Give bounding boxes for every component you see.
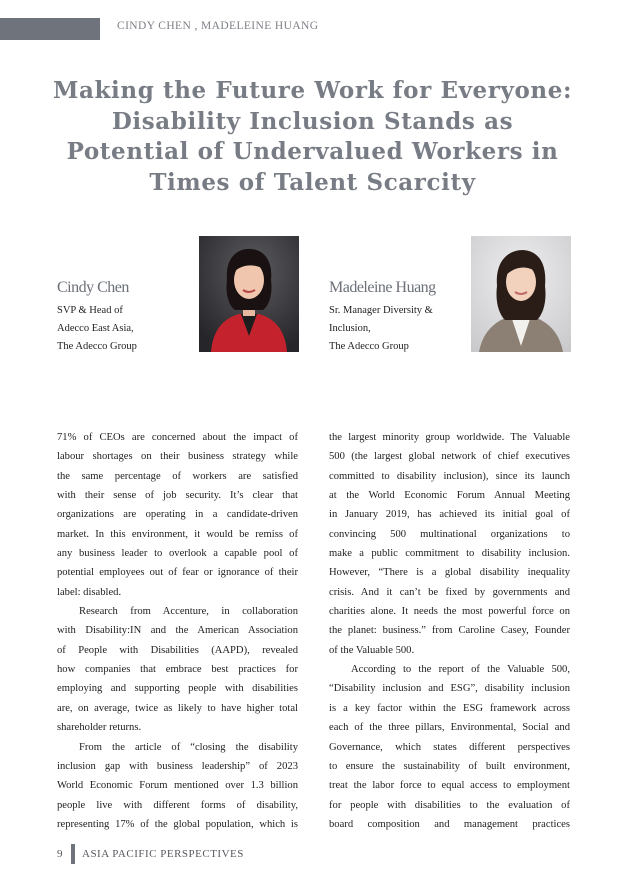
body-line: crisis. And it can’t be fixed by governments and [329,586,570,598]
body-line: at the World Economic Forum Annual Meeting [329,490,570,502]
body-line: the planet: business.” from Caroline Casey, Founder [329,625,570,637]
footer-divider [71,844,75,864]
role-line: Inclusion, [329,323,371,334]
body-line: make a public commitment to disability inclusion. [329,548,570,560]
author-photo-madeleine [471,236,571,352]
author-name-madeleine: Madeleine Huang [329,279,436,296]
body-line: potential employees out of fear or ignorance of their [57,567,298,579]
role-line: Adecco East Asia, [57,323,134,334]
body-line: the same percentage of workers are satisfied [57,470,298,482]
body-line: how companies that embrace best practices for [57,664,298,676]
body-line: treat the labor force to equal access to employment [329,780,570,792]
body-line: are, on average, twice as likely to have higher total [57,702,298,714]
body-line: people live with different forms of disability, [57,799,298,811]
body-line: for people with disabilities to the evaluation of [329,799,570,811]
body-line: employing and supporting people with disabilities [57,683,298,695]
title-line: Disability Inclusion Stands as [111,107,514,135]
body-line: each of the three pillars, Environmental, Social and [329,722,570,734]
page-number: 9 [57,848,63,860]
title-line: Potential of Undervalued Workers in [66,138,559,165]
author-name-cindy: Cindy Chen [57,279,129,296]
body-line: of People with Disabilities (AAPD), revealed [57,644,298,656]
role-line: Sr. Manager Diversity & [329,305,433,316]
body-line: shareholder returns. [57,722,142,734]
body-line: the largest minority group worldwide. The Valuable [329,432,570,443]
body-line: inclusion gap with business leadership” of 2023 [57,760,298,772]
body-line: with their sense of job security. It’s clear that [57,490,298,502]
body-line: board composition and management practices [329,818,570,830]
role-line: SVP & Head of [57,305,123,316]
body-column-left [57,428,298,834]
body-line: World Economic Forum mentioned over 1.3 billion [57,780,298,792]
body-line: label: disabled. [57,586,122,598]
body-line: with Disability:IN and the American Association [57,625,298,637]
body-line: representing 17% of the global population, which is [57,818,298,830]
header-bar [0,18,100,40]
body-line: is a key factor within the ESG framework across [329,702,570,714]
publication-title: ASIA PACIFIC PERSPECTIVES [82,848,244,860]
body-line: 71% of CEOs are concerned about the impact of [57,432,298,443]
body-line: any business leader to overlook a capable pool of [57,548,298,560]
article-title [30,76,595,198]
body-line: According to the report of the Valuable 500, [351,664,570,676]
body-line: charities alone. It needs the most powerful force on [329,606,570,618]
body-line: Research from Accenture, in collaboration [79,606,298,618]
body-line: market. In this environment, it would be remiss of [57,528,298,540]
body-line: in January 2019, has achieved its initial goal of [329,509,570,521]
body-line: “Disability inclusion and ESG”, disability inclusion [329,683,570,695]
author-role-cindy [57,302,137,356]
body-line: From the article of “closing the disability [79,741,298,753]
body-line: labour shortages on their business strategy while [57,451,298,463]
role-line: The Adecco Group [329,341,409,352]
title-line: Making the Future Work for Everyone: [52,77,573,104]
running-header-authors: CINDY CHEN , MADELEINE HUANG [117,20,319,32]
body-line: Governance, which states different perspectives [329,741,570,753]
body-line: committed to disability inclusion), since its launch [329,470,570,482]
title-line: Times of Talent Scarcity [149,168,476,196]
role-line: The Adecco Group [57,341,137,352]
portrait-madeleine-image [471,236,571,352]
body-line: of the Valuable 500. [329,644,415,656]
body-line: to ensure the sustainability of built environment, [329,760,570,772]
body-line: convincing 500 multinational organizations to [329,528,570,540]
portrait-cindy-image [199,236,299,352]
author-photo-cindy [199,236,299,352]
body-line: 500 (the largest global network of chief executives [329,451,570,463]
body-column-right [329,428,570,834]
body-line: However, “There is a global disability inequality [329,567,570,579]
author-role-madeleine [329,302,433,356]
body-line: organizations are operating in a candidate-driven [57,509,298,521]
